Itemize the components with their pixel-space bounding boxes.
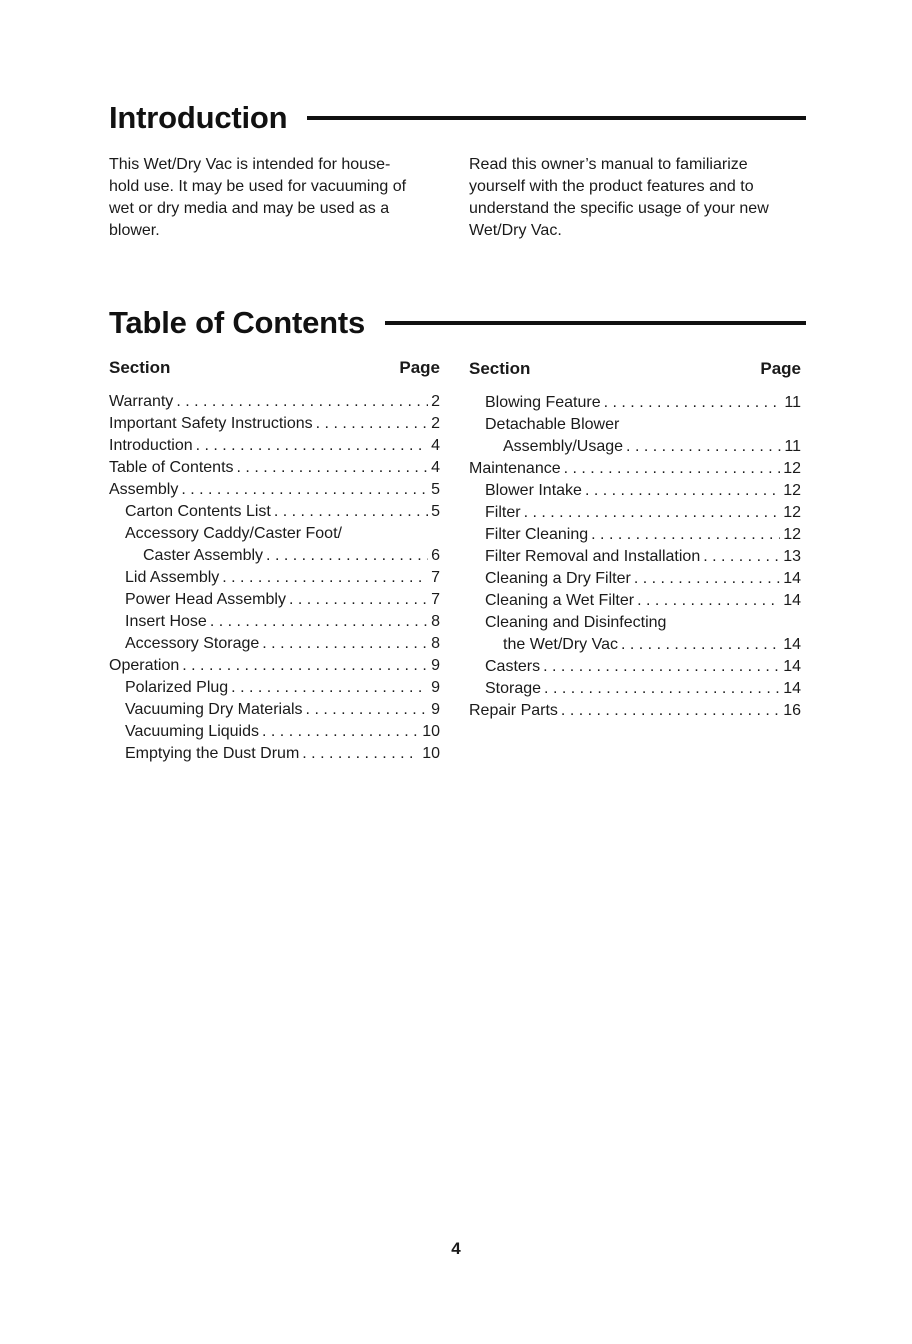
- toc-entry-page: 10: [422, 723, 440, 740]
- intro-right-line: Read this owner’s manual to familiarize: [469, 156, 748, 173]
- toc-entry-title: Caster Assembly: [143, 547, 264, 564]
- toc-entry-page: 4: [431, 437, 440, 454]
- toc-entry-polarized-plug[interactable]: [109, 677, 440, 699]
- intro-left-line: This Wet/Dry Vac is intended for house-: [109, 156, 391, 173]
- toc-entry-dust-drum[interactable]: [109, 743, 440, 765]
- toc-entry-page: 12: [783, 504, 801, 521]
- dot-leader: [237, 457, 429, 479]
- toc-entry-caster-assembly[interactable]: [109, 545, 440, 567]
- toc-entry-filter-removal[interactable]: [469, 546, 801, 568]
- toc-entry-table-of-contents[interactable]: [109, 457, 440, 479]
- toc-entry-title: Maintenance: [469, 460, 561, 477]
- toc-entry-title: Carton Contents List: [125, 503, 271, 520]
- toc-entry-title: Vacuuming Dry Materials: [125, 701, 303, 718]
- toc-entry-title: Emptying the Dust Drum: [125, 745, 300, 762]
- toc-entry-title: the Wet/Dry Vac: [503, 636, 618, 653]
- toc-entry-filter[interactable]: [469, 502, 801, 524]
- dot-leader: [543, 656, 780, 678]
- toc-entry-title: Storage: [485, 680, 542, 697]
- toc-entry-page: 9: [431, 679, 440, 696]
- dot-leader: [266, 545, 428, 567]
- toc-entry-blower-intake[interactable]: [469, 480, 801, 502]
- dot-leader: [585, 480, 780, 502]
- toc-entry-title: Casters: [485, 658, 541, 675]
- dot-leader: [222, 567, 428, 589]
- toc-column-header: [109, 357, 440, 379]
- toc-entry-page: 2: [431, 393, 440, 410]
- intro-left-line: wet or dry media and may be used as a: [109, 200, 390, 217]
- toc-entry-title: Polarized Plug: [125, 679, 229, 696]
- toc-entry-accessory-storage[interactable]: [109, 633, 440, 655]
- dot-leader: [564, 458, 781, 480]
- dot-leader: [604, 392, 782, 414]
- dot-leader: [621, 634, 780, 656]
- toc-entry-dry-materials[interactable]: [109, 699, 440, 721]
- dot-leader: [524, 502, 781, 524]
- toc-entry-title: Filter Cleaning: [485, 526, 589, 543]
- intro-left-line: hold use. It may be used for vacuuming of: [109, 178, 407, 195]
- toc-entry-title: Warranty: [109, 393, 174, 410]
- introduction-heading: Introduction: [109, 100, 288, 135]
- toc-entry-title: Important Safety Instructions: [109, 415, 313, 432]
- toc-entry-disinfect[interactable]: [469, 634, 801, 656]
- toc-entry-page: 11: [784, 394, 801, 411]
- toc-entry-page: 11: [784, 438, 801, 455]
- dot-leader: [703, 546, 780, 568]
- toc-entry-title: Introduction: [109, 437, 193, 454]
- intro-right-paragraph: [469, 154, 809, 242]
- toc-entry-page: 16: [783, 702, 801, 719]
- toc-entry-lid-assembly[interactable]: [109, 567, 440, 589]
- toc-entry-title: Assembly: [109, 481, 179, 498]
- dot-leader: [302, 743, 419, 765]
- dot-leader: [637, 590, 780, 612]
- dot-leader: [231, 677, 428, 699]
- intro-right-line: Wet/Dry Vac.: [469, 222, 562, 239]
- toc-entry-page: 12: [783, 482, 801, 499]
- introduction-heading-row: [109, 100, 806, 136]
- toc-entry-filter-cleaning[interactable]: [469, 524, 801, 546]
- toc-entry-page: 9: [431, 657, 440, 674]
- dot-leader: [210, 611, 428, 633]
- toc-entry-title: Blowing Feature: [485, 394, 601, 411]
- toc-entry-maintenance[interactable]: [469, 458, 801, 480]
- intro-left-paragraph: [109, 154, 444, 242]
- toc-entry-blowing-feature[interactable]: [469, 392, 801, 414]
- toc-entry-carton-contents[interactable]: [109, 501, 440, 523]
- dot-leader: [544, 678, 780, 700]
- toc-column-header: [469, 358, 801, 380]
- heading-rule: [307, 116, 806, 120]
- page-label: Page: [399, 358, 440, 377]
- toc-entry-title: Insert Hose: [125, 613, 207, 630]
- section-label: Section: [469, 359, 531, 378]
- toc-entry-title: Vacuuming Liquids: [125, 723, 260, 740]
- toc-entry-safety[interactable]: [109, 413, 440, 435]
- toc-entry-page: 13: [783, 548, 801, 565]
- page-number: 4: [451, 1239, 461, 1258]
- toc-entry-title: Power Head Assembly: [125, 591, 286, 608]
- toc-right-column: [469, 358, 801, 722]
- toc-entry-storage[interactable]: [469, 678, 801, 700]
- heading-rule: [385, 321, 806, 325]
- toc-entry-title: Cleaning a Dry Filter: [485, 570, 631, 587]
- toc-entry-warranty[interactable]: [109, 391, 440, 413]
- toc-entry-page: 10: [422, 745, 440, 762]
- toc-entry-title: Assembly/Usage: [503, 438, 624, 455]
- toc-entry-title: Blower Intake: [485, 482, 582, 499]
- toc-entry-title: Filter Removal and Installation: [485, 548, 701, 565]
- intro-right-line: understand the specific usage of your new: [469, 200, 769, 217]
- toc-entry-page: 9: [431, 701, 440, 718]
- dot-leader: [176, 391, 428, 413]
- toc-entry-dry-filter[interactable]: [469, 568, 801, 590]
- toc-entry-wet-filter[interactable]: [469, 590, 801, 612]
- section-label: Section: [109, 358, 171, 377]
- dot-leader: [262, 721, 419, 743]
- toc-entry-operation[interactable]: [109, 655, 440, 677]
- toc-entry-page: 4: [431, 459, 440, 476]
- toc-entry-page: 2: [431, 415, 440, 432]
- dot-leader: [262, 633, 428, 655]
- toc-heading-row: [109, 305, 806, 341]
- toc-entry-title: Table of Contents: [109, 459, 234, 476]
- toc-entry-disinfect-line1: Cleaning and Disinfecting: [485, 614, 667, 631]
- dot-leader: [274, 501, 428, 523]
- toc-entry-assembly[interactable]: [109, 479, 440, 501]
- toc-entry-page: 5: [431, 503, 440, 520]
- dot-leader: [626, 436, 781, 458]
- dot-leader: [289, 589, 428, 611]
- toc-entry-title: Accessory Storage: [125, 635, 260, 652]
- dot-leader: [316, 413, 428, 435]
- toc-entry-page: 14: [783, 636, 801, 653]
- toc-entry-liquids[interactable]: [109, 721, 440, 743]
- dot-leader: [306, 699, 429, 721]
- toc-entry-repair-parts[interactable]: [469, 700, 801, 722]
- intro-left-line: blower.: [109, 222, 160, 239]
- dot-leader: [181, 479, 428, 501]
- dot-leader: [591, 524, 780, 546]
- dot-leader: [561, 700, 780, 722]
- toc-entry-page: 8: [431, 635, 440, 652]
- toc-entry-casters[interactable]: [469, 656, 801, 678]
- toc-entry-page: 6: [431, 547, 440, 564]
- toc-entry-page: 14: [783, 592, 801, 609]
- toc-entry-caddy-line1: Accessory Caddy/Caster Foot/: [125, 525, 342, 542]
- dot-leader: [196, 435, 428, 457]
- toc-entry-title: Operation: [109, 657, 180, 674]
- toc-left-column: [109, 357, 440, 765]
- toc-entry-title: Lid Assembly: [125, 569, 220, 586]
- toc-entry-page: 12: [783, 460, 801, 477]
- intro-right-line: yourself with the product features and to: [469, 178, 754, 195]
- toc-entry-page: 14: [783, 570, 801, 587]
- toc-heading: Table of Contents: [109, 305, 366, 340]
- page-label: Page: [760, 359, 801, 378]
- toc-entry-introduction[interactable]: [109, 435, 440, 457]
- toc-entry-blower-usage[interactable]: [469, 436, 801, 458]
- toc-entry-page: 8: [431, 613, 440, 630]
- toc-entry-title: Cleaning a Wet Filter: [485, 592, 635, 609]
- toc-entry-blower-line1: Detachable Blower: [485, 416, 620, 433]
- toc-entry-insert-hose[interactable]: [109, 611, 440, 633]
- toc-entry-page: 5: [431, 481, 440, 498]
- toc-entry-page: 7: [431, 591, 440, 608]
- toc-entry-title: Repair Parts: [469, 702, 558, 719]
- toc-entry-power-head[interactable]: [109, 589, 440, 611]
- toc-entry-page: 7: [431, 569, 440, 586]
- toc-entry-page: 14: [783, 658, 801, 675]
- toc-entry-page: 14: [783, 680, 801, 697]
- toc-entry-title: Filter: [485, 504, 521, 521]
- toc-entry-page: 12: [783, 526, 801, 543]
- dot-leader: [634, 568, 780, 590]
- dot-leader: [182, 655, 428, 677]
